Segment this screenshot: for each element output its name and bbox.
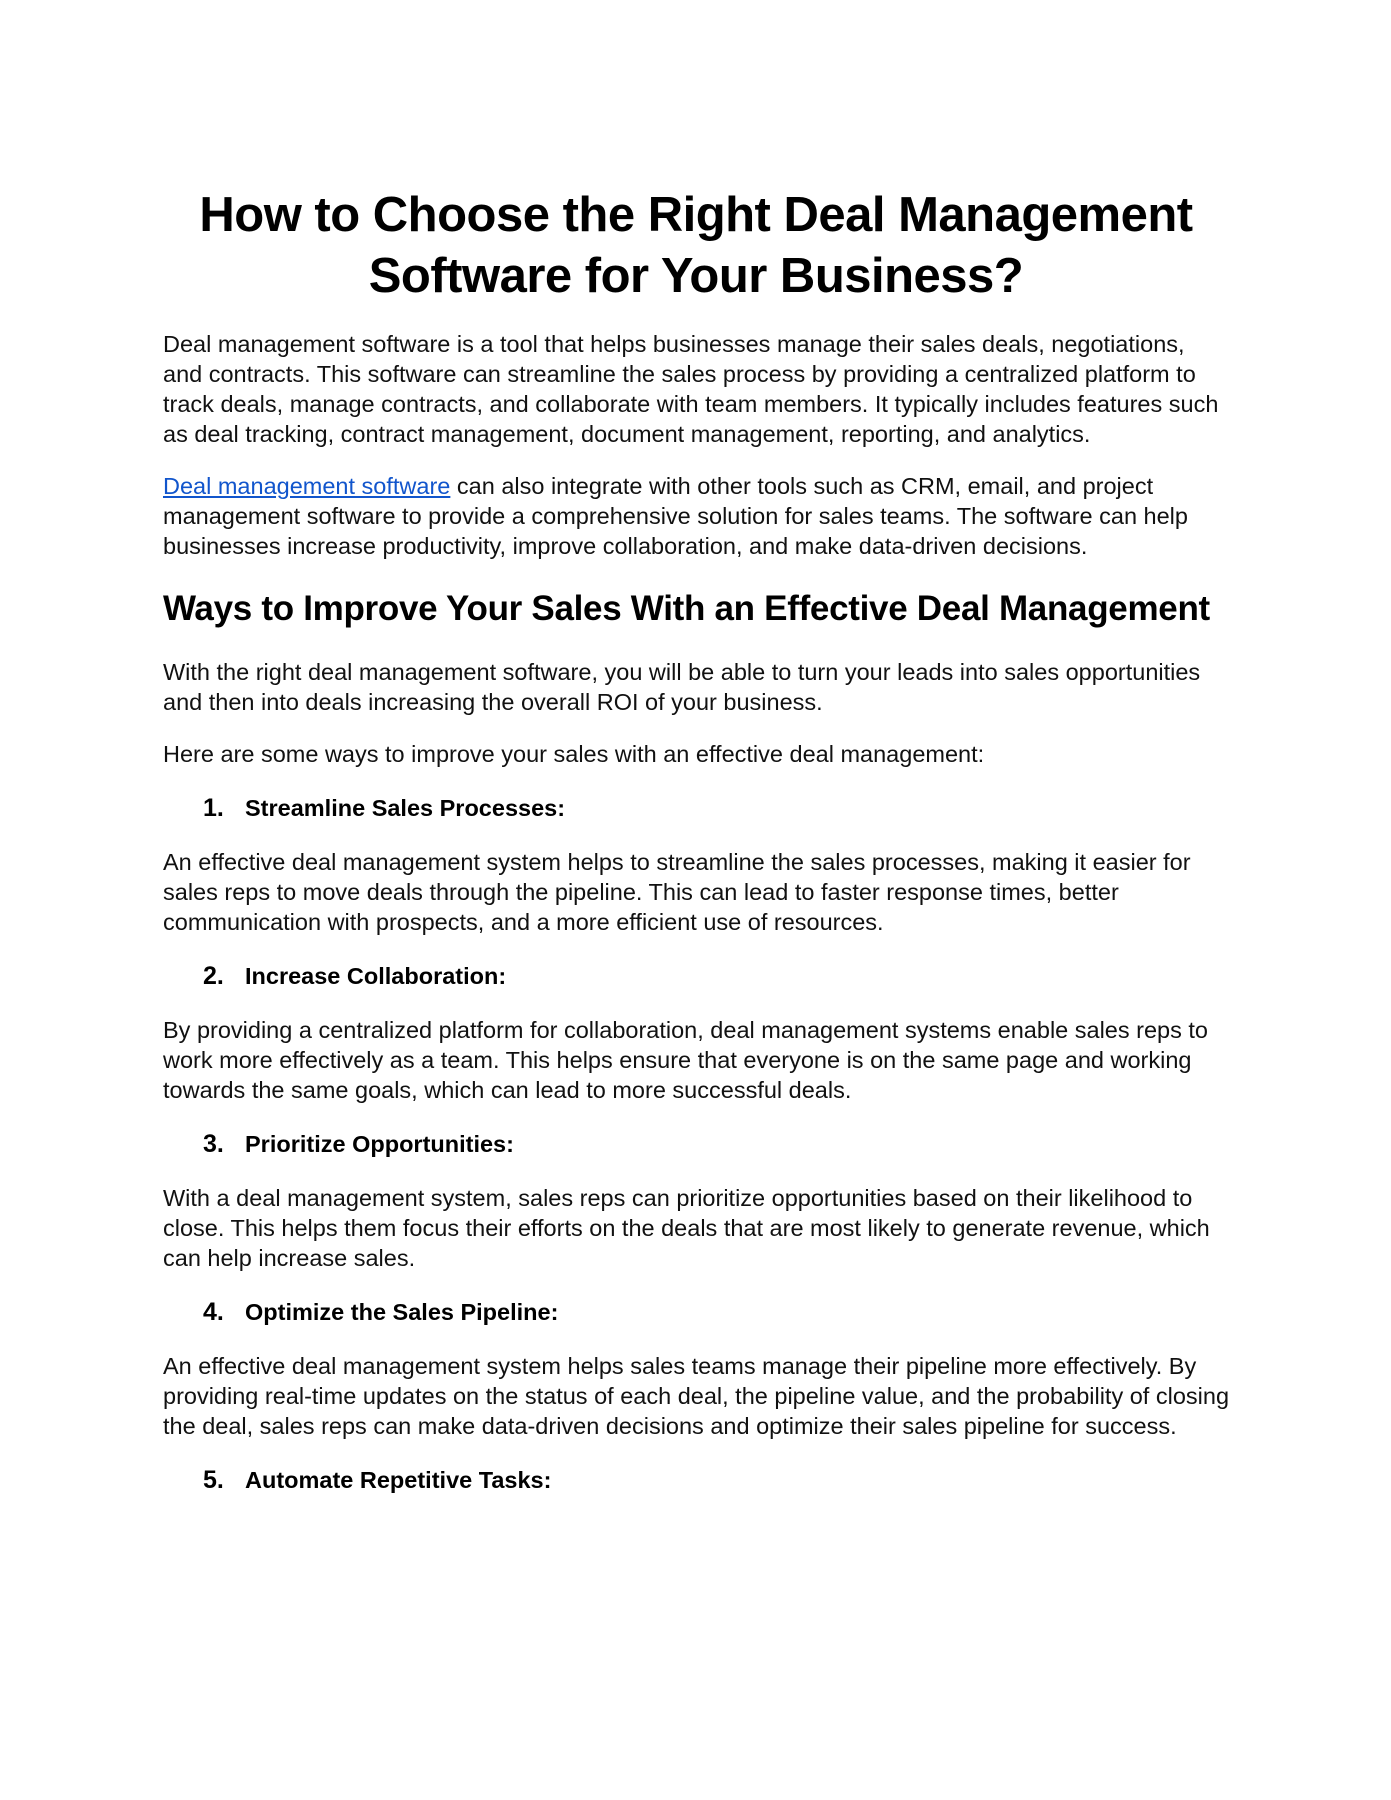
- list-item-description: With a deal management system, sales reps can prioritize opportunities based on their likelihood to close. This helps them focus their efforts on the deals that are most likely to generate revenue, which can help increase sales.: [163, 1185, 1210, 1271]
- list-item-heading: [163, 793, 1229, 823]
- integration-paragraph: [163, 471, 1229, 561]
- list-item-title: Increase Collaboration:: [245, 963, 507, 989]
- section-lead-paragraph: Here are some ways to improve your sales with an effective deal management:: [163, 741, 985, 767]
- list-item-number: 5.: [203, 1466, 224, 1494]
- list-item-description: An effective deal management system helps sales teams manage their pipeline more effectively. By providing real-time updates on the status of each deal, the pipeline value, and the probability of closing the deal, sales reps can make data-driven decisions and optimize their sales pipeline for success.: [163, 1353, 1230, 1439]
- list-item-number: 1.: [203, 794, 224, 822]
- list-item-title: Automate Repetitive Tasks:: [245, 1467, 552, 1493]
- list-item-3: [163, 1129, 1229, 1273]
- list-item-description: An effective deal management system helps to streamline the sales processes, making it easier for sales reps to move deals through the pipeline. This can lead to faster response times, better communication with prospects, and a more efficient use of resources.: [163, 849, 1191, 935]
- page-title: [163, 185, 1229, 307]
- integration-paragraph-text: can also integrate with other tools such as CRM, email, and project management software to provide a comprehensive solution for sales teams. The software can help businesses increase productivity, improve collaboration, and make data-driven decisions.: [163, 473, 1188, 559]
- list-item-title: Optimize the Sales Pipeline:: [245, 1299, 559, 1325]
- list-item-description: By providing a centralized platform for collaboration, deal management systems enable sales reps to work more effectively as a team. This helps ensure that everyone is on the same page and working towards the same goals, which can lead to more successful deals.: [163, 1017, 1208, 1103]
- list-item-heading: [163, 1465, 1229, 1495]
- section-heading: Ways to Improve Your Sales With an Effective Deal Management: [163, 589, 1210, 628]
- list-item-number: 3.: [203, 1130, 224, 1158]
- list-item-5: [163, 1465, 1229, 1495]
- list-item-number: 4.: [203, 1298, 224, 1326]
- list-item-number: 2.: [203, 962, 224, 990]
- list-item-2: [163, 961, 1229, 1105]
- list-item-4: [163, 1297, 1229, 1441]
- page-title-line-1: How to Choose the Right Deal Management: [199, 188, 1193, 242]
- intro-paragraph: Deal management software is a tool that helps businesses manage their sales deals, negotiations, and contracts. This software can streamline the sales process by providing a centralized platform to track deals, manage contracts, and collaborate with team members. It typically includes features such as deal tracking, contract management, document management, reporting, and analytics.: [163, 331, 1219, 447]
- page-title-line-2: Software for Your Business?: [368, 249, 1024, 303]
- section-intro-paragraph: With the right deal management software, you will be able to turn your leads into sales opportunities and then into deals increasing the overall ROI of your business.: [163, 659, 1201, 715]
- list-item-heading: [163, 961, 1229, 991]
- list-item-heading: [163, 1297, 1229, 1327]
- list-item-title: Streamline Sales Processes:: [245, 795, 566, 821]
- list-item-1: [163, 793, 1229, 937]
- document-content: [163, 185, 1229, 1495]
- list-item-title: Prioritize Opportunities:: [245, 1131, 514, 1157]
- deal-management-software-link[interactable]: Deal management software: [163, 473, 451, 499]
- list-item-heading: [163, 1129, 1229, 1159]
